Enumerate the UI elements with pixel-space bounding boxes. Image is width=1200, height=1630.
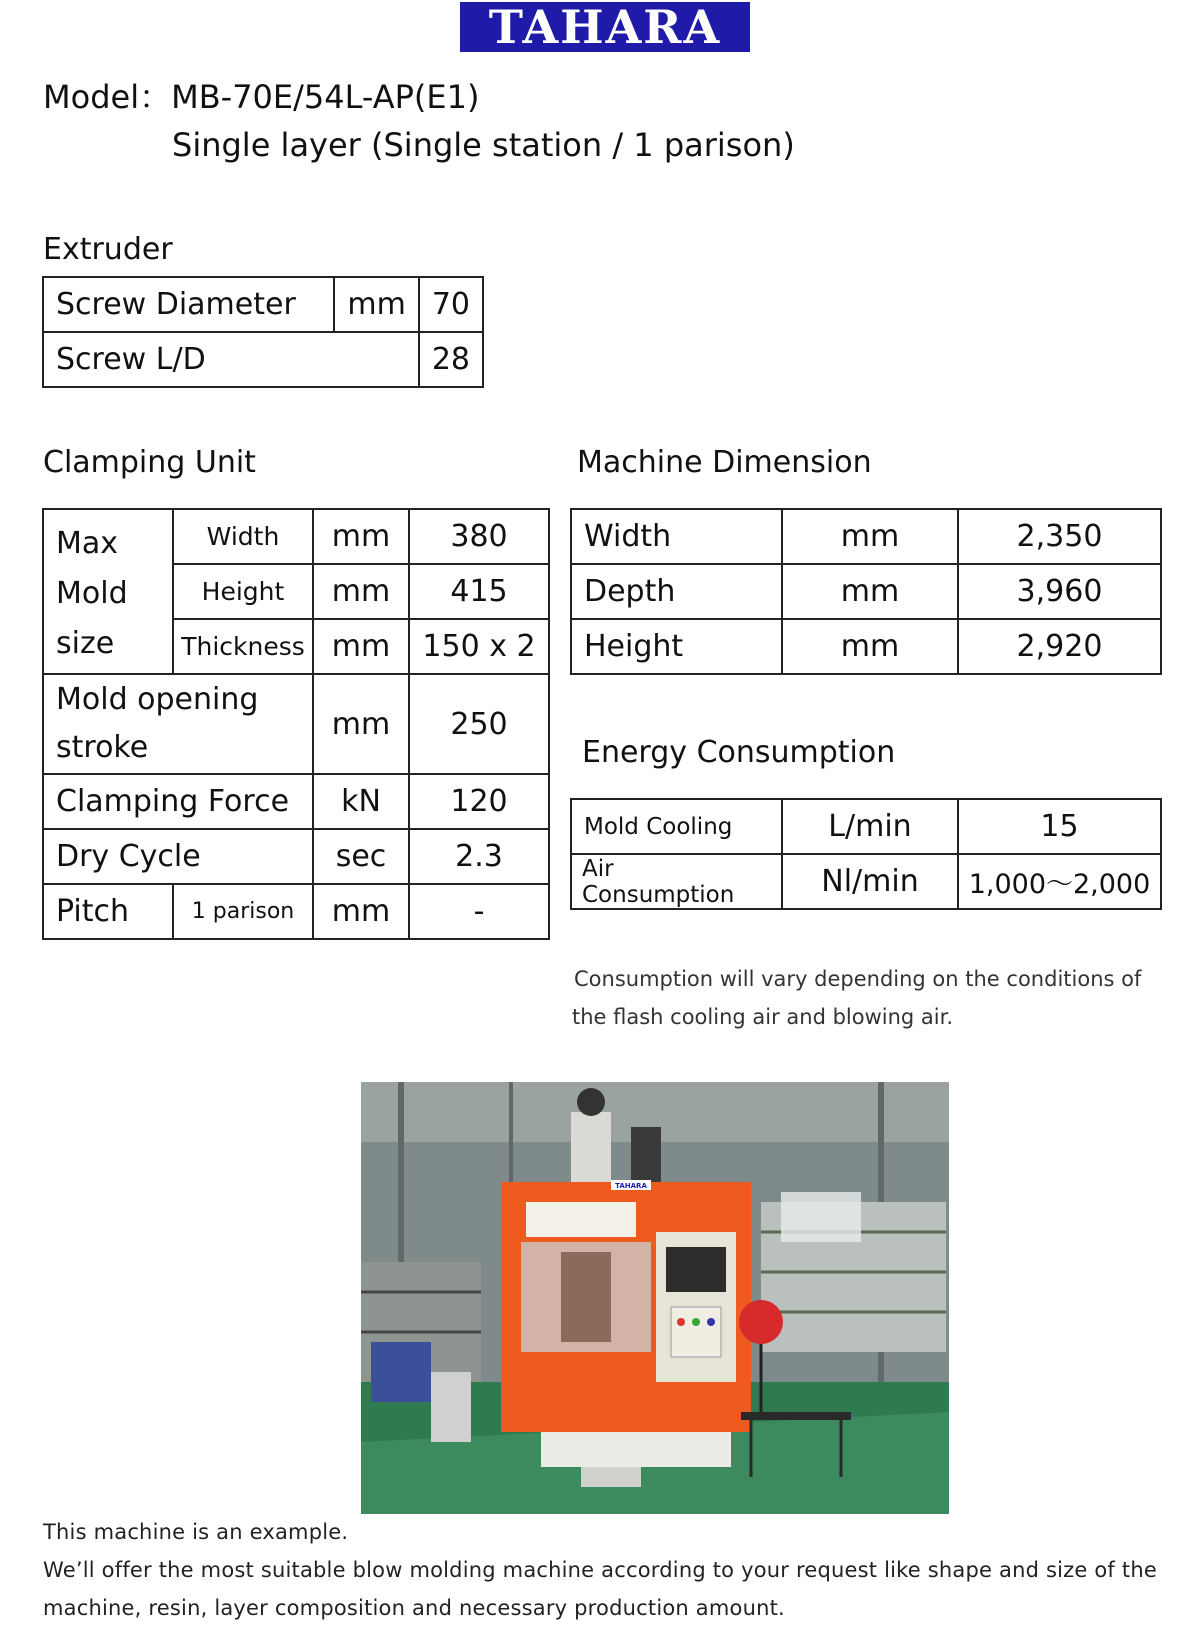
dry-cycle-label: Dry Cycle xyxy=(43,829,313,884)
max-label: Max xyxy=(56,525,119,561)
energy-table xyxy=(570,798,1162,910)
pitch-label: Pitch xyxy=(43,884,173,939)
table-row xyxy=(43,509,549,564)
screw-diameter-value: 70 xyxy=(419,277,483,332)
footer-line1: This machine is an example. xyxy=(43,1520,349,1544)
energy-note-line2: the flash cooling air and blowing air. xyxy=(572,1005,954,1029)
clamping-force-label: Clamping Force xyxy=(43,774,313,829)
table-row xyxy=(43,277,483,332)
tahara-logo xyxy=(460,2,750,52)
table-row xyxy=(43,884,549,939)
table-row xyxy=(571,799,1161,854)
dim-height-unit: mm xyxy=(782,619,958,674)
dim-width-unit: mm xyxy=(782,509,958,564)
footer-line2: We’ll offer the most suitable blow molding machine according to your request like shape and size of the xyxy=(43,1558,1157,1582)
dim-width-label: Width xyxy=(571,509,782,564)
table-row xyxy=(571,509,1161,564)
air-consumption-unit: Nl/min xyxy=(782,854,958,909)
air-consumption-label: Air Consumption xyxy=(571,854,782,909)
mold-thickness-unit: mm xyxy=(313,619,409,674)
extruder-table xyxy=(42,276,484,388)
model-subtitle: Single layer (Single station / 1 parison) xyxy=(172,126,795,164)
mold-cooling-unit: L/min xyxy=(782,799,958,854)
clamping-force-value: 120 xyxy=(409,774,549,829)
clamping-force-unit: kN xyxy=(313,774,409,829)
dimension-heading: Machine Dimension xyxy=(577,445,872,480)
table-row xyxy=(43,332,483,387)
screw-diameter-unit: mm xyxy=(334,277,418,332)
dim-depth-value: 3,960 xyxy=(958,564,1161,619)
mold-height-label: Height xyxy=(173,564,313,619)
mold-width-value: 380 xyxy=(409,509,549,564)
table-row xyxy=(43,774,549,829)
dim-depth-label: Depth xyxy=(571,564,782,619)
logo-text: TAHARA xyxy=(488,0,722,54)
mold-opening-line1: Mold opening xyxy=(56,682,259,717)
screw-ld-value: 28 xyxy=(419,332,483,387)
table-row xyxy=(43,674,549,774)
table-row xyxy=(571,854,1161,909)
mold-label: Mold xyxy=(56,575,128,611)
footer-line3: machine, resin, layer composition and necessary production amount. xyxy=(43,1596,785,1620)
dim-height-label: Height xyxy=(571,619,782,674)
extruder-heading: Extruder xyxy=(43,232,173,267)
mold-width-unit: mm xyxy=(313,509,409,564)
screw-ld-label: Screw L/D xyxy=(43,332,419,387)
clamping-table xyxy=(42,508,550,940)
dry-cycle-value: 2.3 xyxy=(409,829,549,884)
dim-height-value: 2,920 xyxy=(958,619,1161,674)
mold-height-value: 415 xyxy=(409,564,549,619)
screw-diameter-label: Screw Diameter xyxy=(43,277,334,332)
table-row xyxy=(571,564,1161,619)
dry-cycle-unit: sec xyxy=(313,829,409,884)
mold-opening-unit: mm xyxy=(313,674,409,774)
dim-width-value: 2,350 xyxy=(958,509,1161,564)
dimension-table xyxy=(570,508,1162,675)
mold-thickness-label: Thickness xyxy=(173,619,313,674)
energy-heading: Energy Consumption xyxy=(582,735,896,770)
machine-illustration xyxy=(361,1082,949,1514)
mold-thickness-value: 150 x 2 xyxy=(409,619,549,674)
mold-opening-value: 250 xyxy=(409,674,549,774)
max-mold-size-label xyxy=(43,509,173,674)
mold-height-unit: mm xyxy=(313,564,409,619)
table-row xyxy=(571,619,1161,674)
mold-cooling-value: 15 xyxy=(958,799,1161,854)
machine-photo xyxy=(361,1082,949,1514)
pitch-value: - xyxy=(409,884,549,939)
table-row xyxy=(43,829,549,884)
machine-logo-label: TAHARA xyxy=(615,1182,647,1190)
air-consumption-value: 1,000～2,000 xyxy=(958,854,1161,909)
energy-note xyxy=(572,960,1141,1036)
mold-opening-label xyxy=(43,674,313,774)
footer-text xyxy=(43,1513,1173,1627)
dim-depth-unit: mm xyxy=(782,564,958,619)
clamping-heading: Clamping Unit xyxy=(43,445,256,480)
energy-note-line1: Consumption will vary depending on the conditions of xyxy=(574,967,1142,991)
mold-cooling-label: Mold Cooling xyxy=(571,799,782,854)
pitch-unit: mm xyxy=(313,884,409,939)
model-title: Model：MB-70E/54L-AP(E1) xyxy=(43,78,480,116)
mold-opening-line2: stroke xyxy=(56,730,149,765)
pitch-sub-label: 1 parison xyxy=(173,884,313,939)
mold-width-label: Width xyxy=(173,509,313,564)
size-label: size xyxy=(56,625,115,661)
